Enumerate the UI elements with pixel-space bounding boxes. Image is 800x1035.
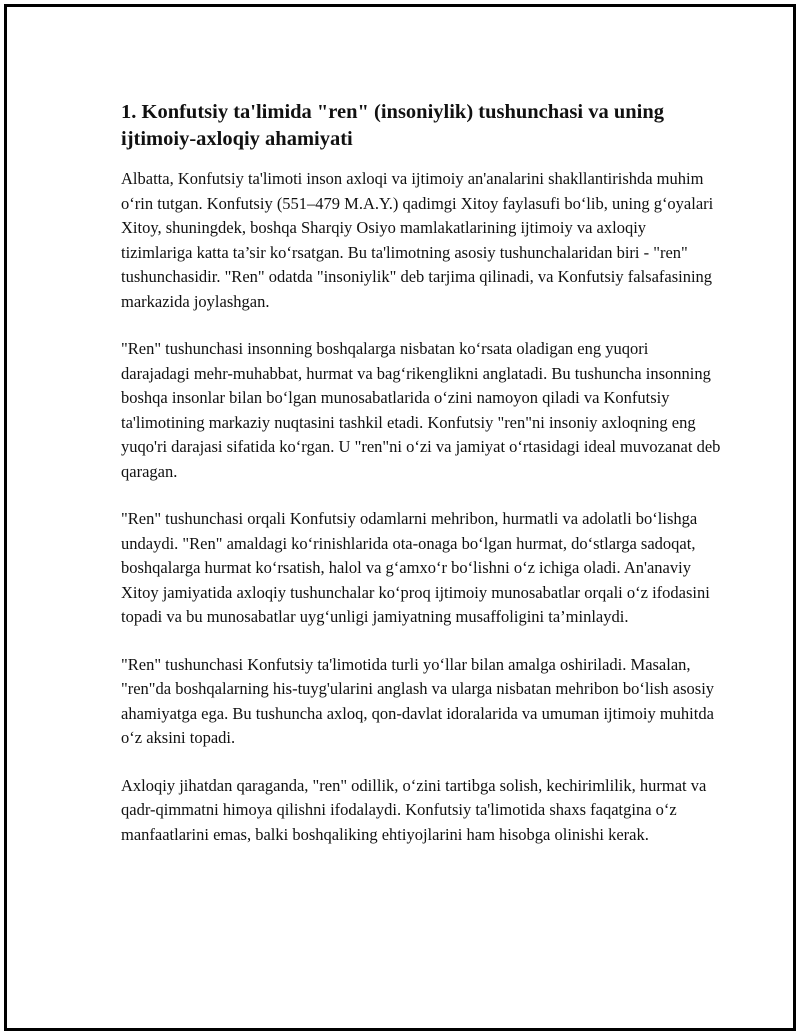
paragraph-intro: Albatta, Konfutsiy ta'limoti inson axloqi va ijtimoiy an'analarini shakllantirishda muhim o‘rin tutgan. Konfutsiy (551–479 M.A.Y.) qadimgi Xitoy faylasufi bo‘lib, uning g‘oyalari Xitoy, shuningdek, boshqa Sharqiy Osiyo mamlakatlarining ijtimoiy va axloqiy tizimlariga katta ta’sir ko‘rsatgan. Bu ta'limotning asosiy tushunchalaridan biri - "ren" tushunchasidir. "Ren" odatda "insoniylik" deb tarjima qilinadi, va Konfutsiy falsafasining markazida joylashgan. (121, 169, 714, 311)
document-page (4, 4, 796, 1031)
document-body (121, 99, 721, 870)
paragraph-ren-implementation: "Ren" tushunchasi Konfutsiy ta'limotida turli yo‘llar bilan amalga oshiriladi. Masalan, "ren"da boshqalarning his-tuyg'ularini anglash va ularga nisbatan mehribon bo‘lish asosiy ahamiyatga ega. Bu tushuncha axloq, qon-davlat idoralarida va umuman ijtimoiy muhitda o‘z aksini topadi. (121, 654, 715, 747)
document-title: 1. Konfutsiy ta'limida "ren" (insoniylik) tushunchasi va uning ijtimoiy-axloqiy ahamiyati (121, 101, 664, 150)
paragraph-ren-ethics: Axloqiy jihatdan qaraganda, "ren" odillik, o‘zini tartibga solish, kechirimlilik, hurmat va qadr-qimmatni himoya qilishni ifodalaydi. Konfutsiy ta'limotida shaxs faqatgina o‘z manfaatlarini emas, balki boshqaliking ehtiyojlarini ham hisobga olinishi kerak. (121, 775, 707, 844)
paragraph-ren-practice: "Ren" tushunchasi orqali Konfutsiy odamlarni mehribon, hurmatli va adolatli bo‘lishga undaydi. "Ren" amaldagi ko‘rinishlarida ota-onaga bo‘lgan hurmat, do‘stlarga sadoqat, boshqalarga hurmat ko‘rsatish, halol va g‘amxo‘r bo‘lishni o‘z ichiga oladi. An'anaviy Xitoy jamiyatida axloqiy tushunchalar ko‘proq ijtimoiy munosabatlar orqali o‘z ifodasini topadi va bu munosabatlar uyg‘unligi jamiyatning musaffoligini ta’minlaydi. (121, 509, 710, 626)
paragraph-ren-meaning: "Ren" tushunchasi insonning boshqalarga nisbatan ko‘rsata oladigan eng yuqori darajadagi mehr-muhabbat, hurmat va bag‘rikenglikni anglatadi. Bu tushuncha insonning boshqa insonlar bilan bo‘lgan munosabatlarida o‘zini namoyon qiladi va Konfutsiy ta'limotining markaziy nuqtasini tashkil etadi. Konfutsiy "ren"ni insoniy axloqning eng yuqo'ri darajasi sifatida ko‘rgan. U "ren"ni o‘zi va jamiyat o‘rtasidagi ideal muvozanat deb qaragan. (121, 339, 721, 481)
